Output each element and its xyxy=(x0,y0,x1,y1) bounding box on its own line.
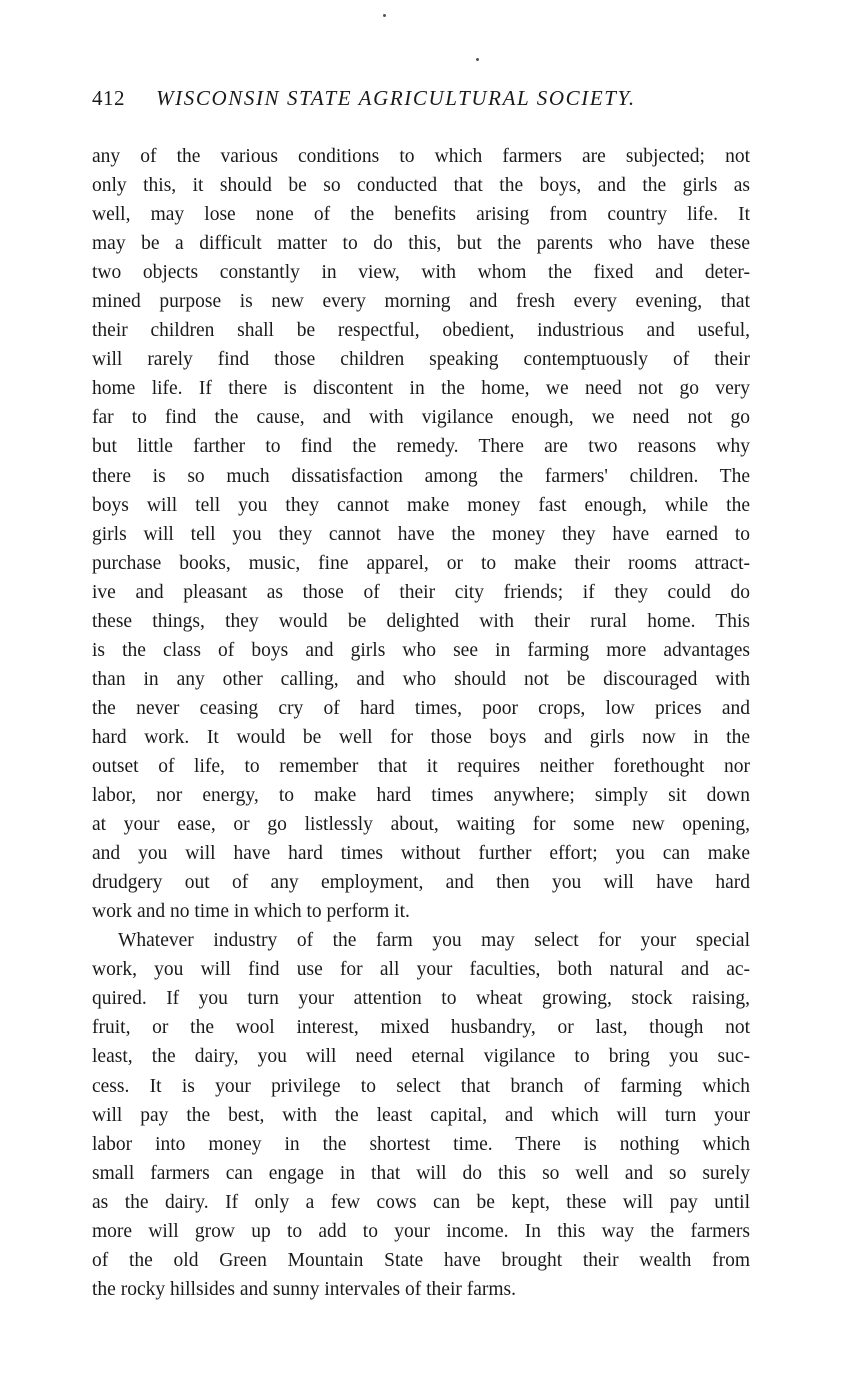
text-line: the rocky hillsides and sunny intervales of their farms. xyxy=(92,1278,517,1300)
text-line: quired. If you turn your attention to wheat growing, stock raising, xyxy=(92,988,750,1010)
text-line: cess. It is your privilege to select that branch of farming which xyxy=(92,1075,750,1097)
text-line: Whatever industry of the farm you may select for your special xyxy=(118,930,750,952)
text-line: than in any other calling, and who should not be discouraged with xyxy=(92,668,750,690)
text-line: mined purpose is new every morning and fresh every evening, that xyxy=(92,291,750,313)
text-line: may be a difficult matter to do this, but the parents who have these xyxy=(92,233,750,255)
text-line: more will grow up to add to your income. In this way the farmers xyxy=(92,1220,750,1242)
text-line: any of the various conditions to which farmers are subjected; not xyxy=(92,146,750,167)
paragraph-2 xyxy=(92,926,750,1304)
text-line: labor into money in the shortest time. There is nothing which xyxy=(92,1133,750,1155)
text-line: the never ceasing cry of hard times, poor crops, low prices and xyxy=(92,697,750,719)
text-line: boys will tell you they cannot make money fast enough, while the xyxy=(92,494,750,516)
text-line: small farmers can engage in that will do this so well and so surely xyxy=(92,1162,750,1184)
text-line: as the dairy. If only a few cows can be kept, these will pay until xyxy=(92,1191,750,1213)
text-line: of the old Green Mountain State have brought their wealth from xyxy=(92,1249,750,1271)
text-line: ive and pleasant as those of their city friends; if they could do xyxy=(92,581,750,603)
ink-speck xyxy=(476,58,479,61)
body-text xyxy=(92,142,750,1304)
text-line: will pay the best, with the least capital, and which will turn your xyxy=(92,1104,750,1126)
paragraph-1 xyxy=(92,142,750,926)
text-line: labor, nor energy, to make hard times anywhere; simply sit down xyxy=(92,785,750,807)
text-line: at your ease, or go listlessly about, waiting for some new opening, xyxy=(92,814,750,836)
text-line: home life. If there is discontent in the home, we need not go very xyxy=(92,378,750,400)
text-line: is the class of boys and girls who see in farming more advantages xyxy=(92,639,750,661)
text-line: far to find the cause, and with vigilance enough, we need not go xyxy=(92,407,750,429)
text-line: but little farther to find the remedy. There are two reasons why xyxy=(92,436,750,458)
text-line: fruit, or the wool interest, mixed husbandry, or last, though not xyxy=(92,1017,750,1039)
text-line: hard work. It would be well for those boys and girls now in the xyxy=(92,726,750,748)
text-line: girls will tell you they cannot have the money they have earned to xyxy=(92,523,750,545)
text-line: work and no time in which to perform it. xyxy=(92,901,410,923)
text-line: least, the dairy, you will need eternal vigilance to bring you suc- xyxy=(92,1046,750,1068)
text-line: only this, it should be so conducted that the boys, and the girls as xyxy=(92,175,750,197)
text-line: will rarely find those children speaking contemptuously of their xyxy=(92,349,750,371)
text-line: there is so much dissatisfaction among the farmers' children. The xyxy=(92,465,750,487)
text-line: outset of life, to remember that it requires neither forethought nor xyxy=(92,755,750,777)
text-line: well, may lose none of the benefits arising from country life. It xyxy=(92,204,750,226)
text-line: work, you will find use for all your faculties, both natural and ac- xyxy=(92,959,750,981)
text-line: purchase books, music, fine apparel, or to make their rooms attract- xyxy=(92,552,750,574)
text-line: two objects constantly in view, with whom the fixed and deter- xyxy=(92,262,750,284)
text-line: drudgery out of any employment, and then you will have hard xyxy=(92,872,750,894)
page-header xyxy=(92,86,752,116)
text-line: and you will have hard times without further effort; you can make xyxy=(92,843,750,865)
page-number: 412 xyxy=(92,86,125,110)
ink-speck xyxy=(383,14,386,17)
text-line: their children shall be respectful, obedient, industrious and useful, xyxy=(92,320,750,342)
text-line: these things, they would be delighted with their rural home. This xyxy=(92,610,750,632)
running-title: WISCONSIN STATE AGRICULTURAL SOCIETY. xyxy=(156,86,636,110)
